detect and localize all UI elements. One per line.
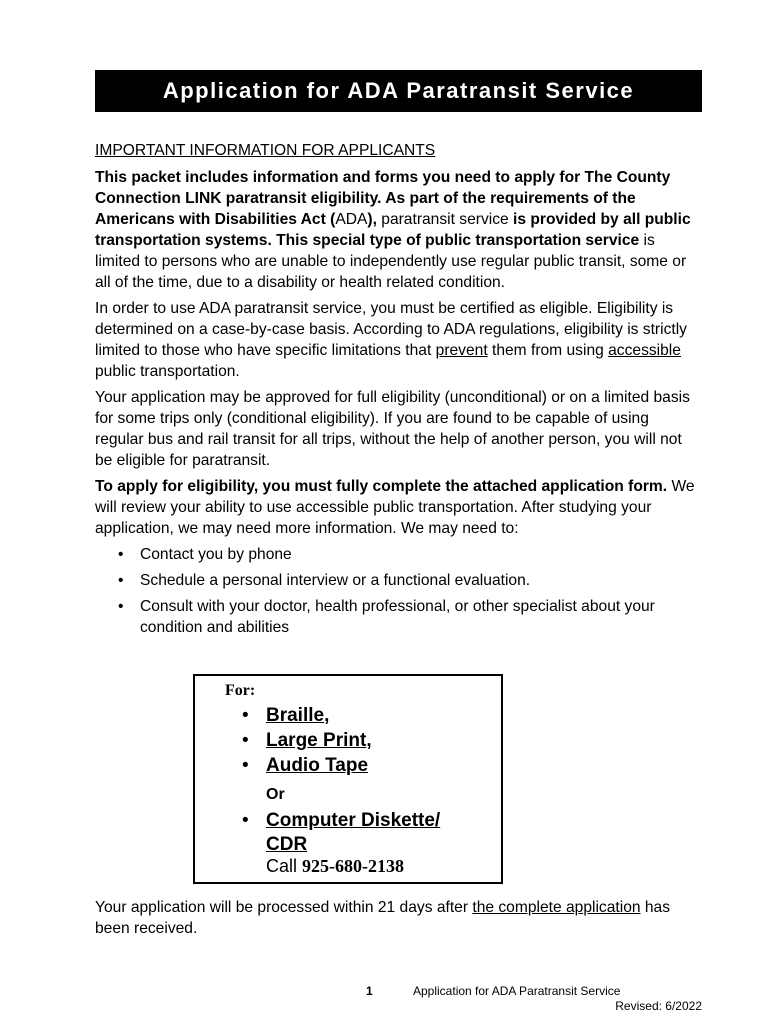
bullet-icon: • [242,730,249,751]
intro-plain-1: ADA [335,211,368,228]
steps-list [95,544,701,638]
intro-paragraph [95,167,701,293]
main-content [95,140,701,643]
intro-bold-2: ), [367,211,377,228]
bullet-icon: • [242,705,249,726]
for-label: For: [225,682,256,699]
intro-bold-3: is provided by all public transportation systems. This special type of public transportation service [95,211,691,249]
list-item [118,570,701,591]
call-line [266,856,404,877]
footer-revised: Revised: 6/2022 [615,999,702,1013]
bullet-icon: • [118,598,124,615]
closing-text-1: Your application will be processed within 21 days after [95,899,473,916]
page-title: Application for ADA Paratransit Service [162,78,635,103]
closing-underline: the complete application [472,899,641,916]
list-item-text: Schedule a personal interview or a functional evaluation. [140,572,531,589]
page-number: 1 [366,984,373,998]
list-item [118,544,701,565]
format-audio-tape: Audio Tape [266,755,369,776]
phone-number: 925-680-2138 [302,856,405,876]
intro-plain-3: is limited to persons who are unable to independently use regular public transit, some or all of the time, due to a disability or health related condition. [95,232,687,291]
format-braille: Braille [266,705,325,726]
list-item-text: Consult with your doctor, health professional, or other specialist about your condition and abilities [140,598,655,636]
eligibility-text-3: public transportation. [95,363,240,380]
format-diskette-line2: CDR [266,834,308,855]
footer-title: Application for ADA Paratransit Service [413,984,621,998]
page-title-bar [95,70,702,112]
bullet-icon: • [242,755,249,776]
apply-plain: We will review your ability to use accessible public transportation. After studying your application, we may need more information. We may need to: [95,478,695,537]
format-suffix: , [324,705,330,726]
list-item-text: Contact you by phone [140,546,292,563]
closing-text-2: has been received. [95,899,671,937]
format-suffix: , [366,730,372,751]
bullet-icon: • [118,572,124,589]
apply-paragraph [95,476,701,539]
alternate-formats-box [193,674,503,884]
intro-plain-2: paratransit service [376,211,514,228]
closing-paragraph [95,897,701,939]
format-diskette-line1: Computer Diskette/ [266,810,441,831]
eligibility-text-2: them from using [487,342,609,359]
apply-bold: To apply for eligibility, you must fully complete the attached application form. [95,478,668,495]
section-heading: IMPORTANT INFORMATION FOR APPLICANTS [95,142,436,159]
intro-bold-1: This packet includes information and forms you need to apply for The County Connection LINK paratransit eligibility. As part of the requirements of the Americans with Disabilities Act ( [95,169,671,228]
eligibility-underline-prevent: prevent [435,342,488,359]
eligibility-text-1: In order to use ADA paratransit service, you must be certified as eligible. Eligibility is determined on a case-by-case basis. According to ADA regulations, eligibility is strictly limited to those who have specific limitations that [95,300,687,359]
call-label: Call [266,856,303,876]
eligibility-paragraph [95,298,701,382]
bullet-icon: • [118,546,124,563]
format-large-print: Large Print [266,730,367,751]
approval-paragraph: Your application may be approved for full eligibility (unconditional) or on a limited basis for some trips only (conditional eligibility). If you are found to be capable of using regular bus and rail transit for all trips, without the help of another person, you will not be eligible for paratransit. [95,389,690,469]
or-label: Or [266,786,285,803]
eligibility-underline-accessible: accessible [608,342,681,359]
bullet-icon: • [242,810,249,831]
list-item [118,596,701,638]
